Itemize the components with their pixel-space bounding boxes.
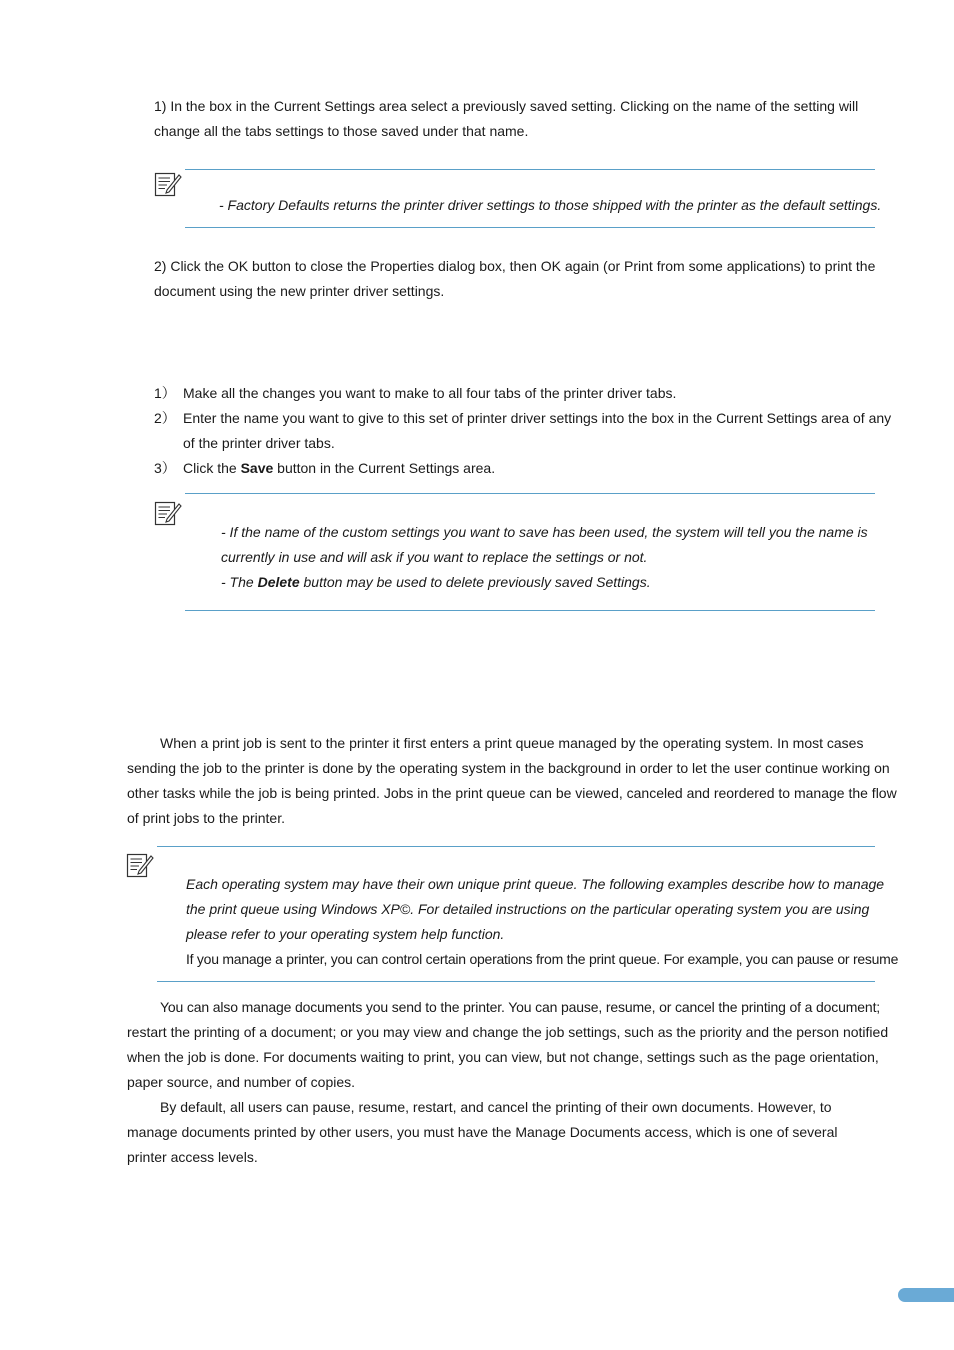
step-text-post: button in the Current Settings area. xyxy=(273,460,496,476)
para-manage-docs-line-3: when the job is done. For documents waiting to print, you can view, but not change, settings such as the page orientation, xyxy=(127,1049,879,1065)
step-text: Make all the changes you want to make to all four tabs of the printer driver tabs. xyxy=(183,385,677,401)
note-divider-top xyxy=(157,846,875,847)
intro-line-3: other tasks while the job is being printed. Jobs in the print queue can be viewed, canceled and reordered to manage the flow xyxy=(127,785,897,801)
step-2 xyxy=(154,406,891,431)
note-text-pre: - The xyxy=(221,574,258,590)
note-name-in-use-line1: - If the name of the custom settings you want to save has been used, the system will tell you the name is xyxy=(221,524,868,540)
note-delete-button xyxy=(221,570,651,595)
note-pencil-icon xyxy=(154,170,182,198)
note-queue-line-2: the print queue using Windows XP©. For detailed instructions on the particular operating system you are using xyxy=(186,901,870,917)
step-number: 1） xyxy=(154,385,176,401)
page-number-tab xyxy=(898,1288,954,1302)
para-manage-docs-line-4: paper source, and number of copies. xyxy=(127,1074,356,1090)
note-manage-printer: If you manage a printer, you can control certain operations from the print queue. For example, you can pause or resume xyxy=(186,951,899,967)
note-text-post: button may be used to delete previously saved Settings. xyxy=(299,574,651,590)
intro-line-1: When a print job is sent to the printer it first enters a print queue managed by the operating system. In most cases xyxy=(160,735,864,751)
paragraph-select-setting-line2: change all the tabs settings to those saved under that name. xyxy=(154,123,529,139)
note-factory-defaults: - Factory Defaults returns the printer driver settings to those shipped with the printer as the default settings. xyxy=(219,197,882,213)
note-divider-top xyxy=(185,169,875,170)
para-default-users-line-3: printer access levels. xyxy=(127,1149,258,1165)
note-divider-top xyxy=(185,493,875,494)
paragraph-click-ok-line2: document using the new printer driver settings. xyxy=(154,283,445,299)
step-text-pre: Click the xyxy=(183,460,241,476)
step-1 xyxy=(154,381,676,406)
note-divider-bottom xyxy=(157,981,875,982)
para-manage-docs-line-1: You can also manage documents you send to the printer. You can pause, resume, or cancel the printing of a document; xyxy=(160,999,881,1015)
para-default-users-line-2: manage documents printed by other users, you must have the Manage Documents access, which is one of several xyxy=(127,1124,838,1140)
note-pencil-icon xyxy=(154,499,182,527)
step-2-continuation: of the printer driver tabs. xyxy=(183,435,335,451)
note-divider-bottom xyxy=(185,227,875,228)
step-3 xyxy=(154,456,495,481)
para-manage-docs-line-2: restart the printing of a document; or you may view and change the job settings, such as the priority and the person notified xyxy=(127,1024,889,1040)
step-text: Enter the name you want to give to this set of printer driver settings into the box in the Current Settings area of any xyxy=(183,410,892,426)
save-label: Save xyxy=(240,460,274,476)
note-queue-line-3: please refer to your operating system help function. xyxy=(186,926,505,942)
intro-line-4: of print jobs to the printer. xyxy=(127,810,285,826)
paragraph-select-setting-line1: 1) In the box in the Current Settings area select a previously saved setting. Clicking on the name of the setting will xyxy=(154,98,859,114)
note-name-in-use-line2: currently in use and will ask if you want to replace the settings or not. xyxy=(221,549,648,565)
step-number: 3） xyxy=(154,460,176,476)
delete-label: Delete xyxy=(257,574,300,590)
note-queue-line-1: Each operating system may have their own unique print queue. The following examples describe how to manage xyxy=(186,876,885,892)
para-default-users-line-1: By default, all users can pause, resume, restart, and cancel the printing of their own documents. However, to xyxy=(160,1099,832,1115)
step-number: 2） xyxy=(154,410,176,426)
note-divider-bottom xyxy=(185,610,875,611)
intro-line-2: sending the job to the printer is done by the operating system in the background in order to let the user continue working on xyxy=(127,760,890,776)
paragraph-click-ok-line1: 2) Click the OK button to close the Properties dialog box, then OK again (or Print from some applications) to print the xyxy=(154,258,876,274)
note-pencil-icon xyxy=(126,851,154,879)
